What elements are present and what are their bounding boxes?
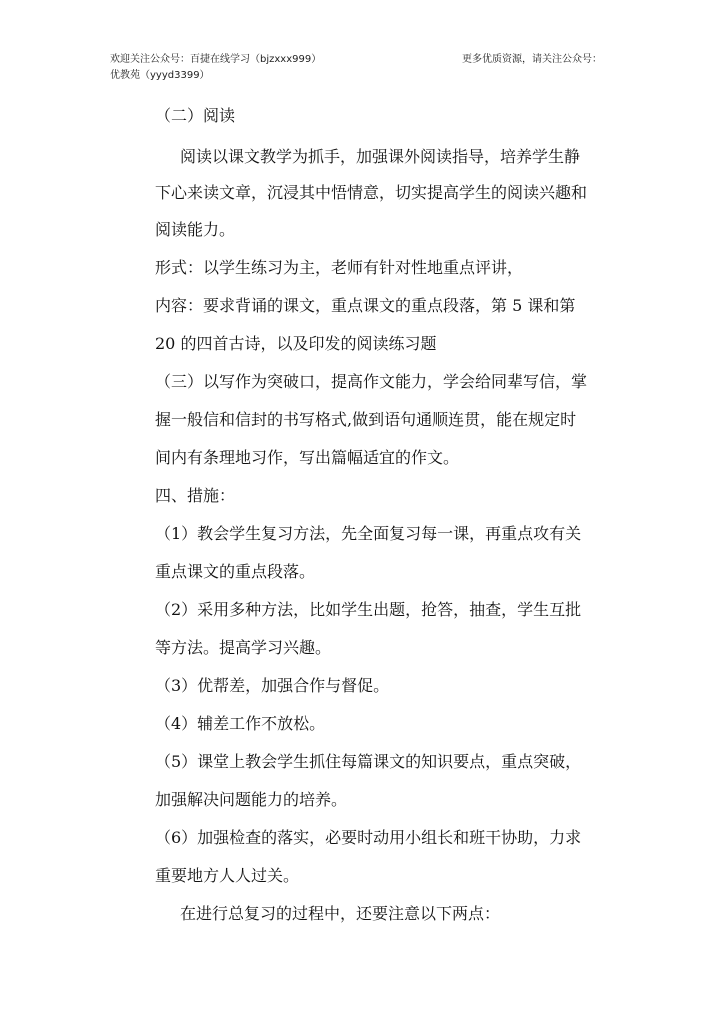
list-item: （5）课堂上教会学生抓住每篇课文的知识要点，重点突破， bbox=[155, 752, 582, 771]
header-second-line: 优教苑（yyyd3399） bbox=[110, 70, 210, 81]
paragraph-line: 在进行总复习的过程中，还要注意以下两点： bbox=[180, 904, 501, 923]
paragraph-line: 重点课文的重点段落。 bbox=[155, 562, 316, 581]
paragraph-line: 重要地方人人过关。 bbox=[155, 866, 300, 885]
paragraph-line: 阅读以课文教学为抓手，加强课外阅读指导，培养学生静 bbox=[180, 147, 581, 166]
paragraph-line: 加强解决问题能力的培养。 bbox=[155, 790, 348, 809]
header-left-text: 欢迎关注公众号：百捷在线学习（bjzxxx999） bbox=[110, 54, 322, 65]
paragraph-line: 握一般信和信封的书写格式,做到语句通顺连贯，能在规定时 bbox=[155, 410, 577, 429]
paragraph-line: 间内有条理地习作，写出篇幅适宜的作文。 bbox=[155, 448, 460, 467]
paragraph-line: 下心来读文章，沉浸其中悟情意，切实提高学生的阅读兴趣和 bbox=[155, 183, 588, 202]
list-item: （6）加强检查的落实，必要时动用小组长和班干协助，力求 bbox=[155, 828, 582, 847]
header-right-text: 更多优质资源，请关注公众号： bbox=[462, 54, 602, 65]
section-heading-reading: （二）阅读 bbox=[155, 106, 236, 125]
paragraph-line: 形式：以学生练习为主，老师有针对性地重点评讲， bbox=[155, 258, 524, 277]
list-item: （2）采用多种方法，比如学生出题，抢答，抽查，学生互批 bbox=[155, 600, 582, 619]
paragraph-line: 等方法。提高学习兴趣。 bbox=[155, 638, 332, 657]
list-item: （3）优帮差，加强合作与督促。 bbox=[155, 676, 390, 695]
section-heading-measures: 四、措施： bbox=[155, 486, 236, 505]
paragraph-line: 20 的四首古诗，以及印发的阅读练习题 bbox=[155, 334, 437, 353]
list-item: （4）辅差工作不放松。 bbox=[155, 714, 326, 733]
section-heading-writing: （三）以写作为突破口，提高作文能力，学会给同辈写信，掌 bbox=[155, 372, 588, 391]
list-item: （1）教会学生复习方法，先全面复习每一课，再重点攻有关 bbox=[155, 524, 582, 543]
paragraph-line: 阅读能力。 bbox=[155, 220, 236, 239]
paragraph-line: 内容：要求背诵的课文，重点课文的重点段落，第 5 课和第 bbox=[155, 296, 576, 315]
